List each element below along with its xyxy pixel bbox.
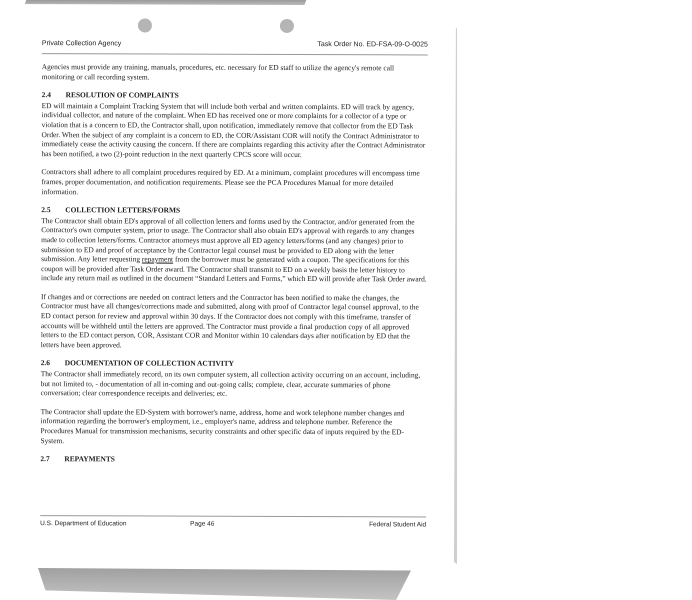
intro-paragraph: Agencies must provide any training, manuals, procedures, etc. necessary for ED staff to utilize the agency's remote call monitoring or call recording system. <box>41 62 395 82</box>
header-right: Task Order No. ED-FSA-09-O-0025 <box>317 41 428 49</box>
punch-hole-right <box>280 19 294 33</box>
text-run: from the borrower must be generated with a coupon. The specifications for this coupon will be provided after Task Order award. The Contractor shall transmit to ED on a weekly basis the letter history to include any return mail as outlined in the document “Standard Letters and Forms,” which ED will provide after Task Order award. <box>41 254 427 284</box>
section-number: 2.5 <box>41 205 51 215</box>
section-title: REPAYMENTS <box>64 454 115 464</box>
footer-rule <box>40 515 426 517</box>
section-2-7-heading <box>40 454 426 465</box>
section-2-5-paragraph-1 <box>41 216 427 285</box>
section-number: 2.7 <box>40 454 50 464</box>
footer-right: Federal Student Aid <box>369 521 427 529</box>
body-text <box>40 62 427 466</box>
section-2-6-paragraph-2: The Contractor shall update the ED-System with borrower's name, address, home and work telephone number changes and information regarding the borrower's employment, i.e., employer's name, address and telephone number. Reference the Procedures Manual for transmission mechanisms, security constraints and other specific data of inputs required by the ED-System. <box>40 406 405 445</box>
section-number: 2.6 <box>40 358 51 368</box>
section-title: COLLECTION LETTERS/FORMS <box>65 205 181 215</box>
section-2-6-paragraph-1: The Contractor shall immediately record, on its own computer system, all collection activity occurring on an account, including, but not limited to, - documentation of all in-coming and out-going calls; complete, clear, accurate summaries of phone conversation; clear correspondence receipts and deliveries; etc. <box>40 369 421 398</box>
section-2-6-heading <box>41 359 427 370</box>
section-title: RESOLUTION OF COMPLAINTS <box>65 90 179 100</box>
punch-hole-left <box>138 18 152 32</box>
footer-left: U.S. Department of Education <box>40 520 127 528</box>
scan-shadow-bottom <box>38 568 411 600</box>
underlined-term: repayment <box>141 254 174 264</box>
document-page <box>8 4 456 566</box>
section-2-5-heading <box>41 205 427 216</box>
header-left: Private Collection Agency <box>41 40 122 48</box>
text-run: The Contractor shall obtain ED's approval of all collection letters and forms used by the Contractor, and/or generated from the Contractor's own computer system, prior to usage. The Contractor shall also obtain ED's approval with regards to any changes made to collection letters/forms. Contractor attorneys must approve all ED agency letters/forms (and any changes) prior to submission to ED and proof of acceptance by the Contractor legal counsel must be provided to ED along with the letter submission. Any letter requesting <box>41 215 415 264</box>
section-number: 2.4 <box>41 90 51 100</box>
page-header <box>42 40 428 48</box>
section-2-4-heading <box>42 90 428 101</box>
page-number: Page 46 <box>190 520 215 528</box>
section-2-4-paragraph-2: Contractors shall adhere to all complaint procedures required by ED. At a minimum, complaint procedures will encompass time frames, proper documentation, and notification requirements. Please see the PCA Procedures Manual for more detailed information. <box>41 167 420 196</box>
section-title: DOCUMENTATION OF COLLECTION ACTIVITY <box>64 358 235 369</box>
section-2-5-paragraph-2: If changes and or corrections are needed on contract letters and the Contractor has been notified to make the changes, the Contractor must have all changes/corrections made and submitted, along with proof of Contractor legal counsel approval, to the ED contact person for review and approval within 30 days. If the Contractor does not comply with this timeframe, transfer of accounts will be withheld until the letters are approved. The Contractor must provide a final production copy of all approved letters to the ED contact person, COR, Assistant COR and Monitor within 10 calendars days after notification by ED that the letters have been approved. <box>40 291 419 350</box>
page-footer <box>40 520 427 529</box>
section-2-4-paragraph-1: ED will maintain a Complaint Tracking System that will include both verbal and written complaints. ED will track by agency, individual collector, and nature of the complaint. When ED has received one or more complaints for a collector of a type or violation that is a concern to ED, the Contractor shall, upon notification, immediately remove that collector from the ED Task Order. When the subject of any complaint is a concern to ED, the COR/Assistant COR will notify the Contract Administrator to immediately cease the activity causing the concern. If there are complaints regarding this activity after the Contract Administrator has been notified, a two (2)-point reduction in the next quarterly CPCS score will occur. <box>41 100 426 159</box>
header-rule <box>42 53 428 55</box>
